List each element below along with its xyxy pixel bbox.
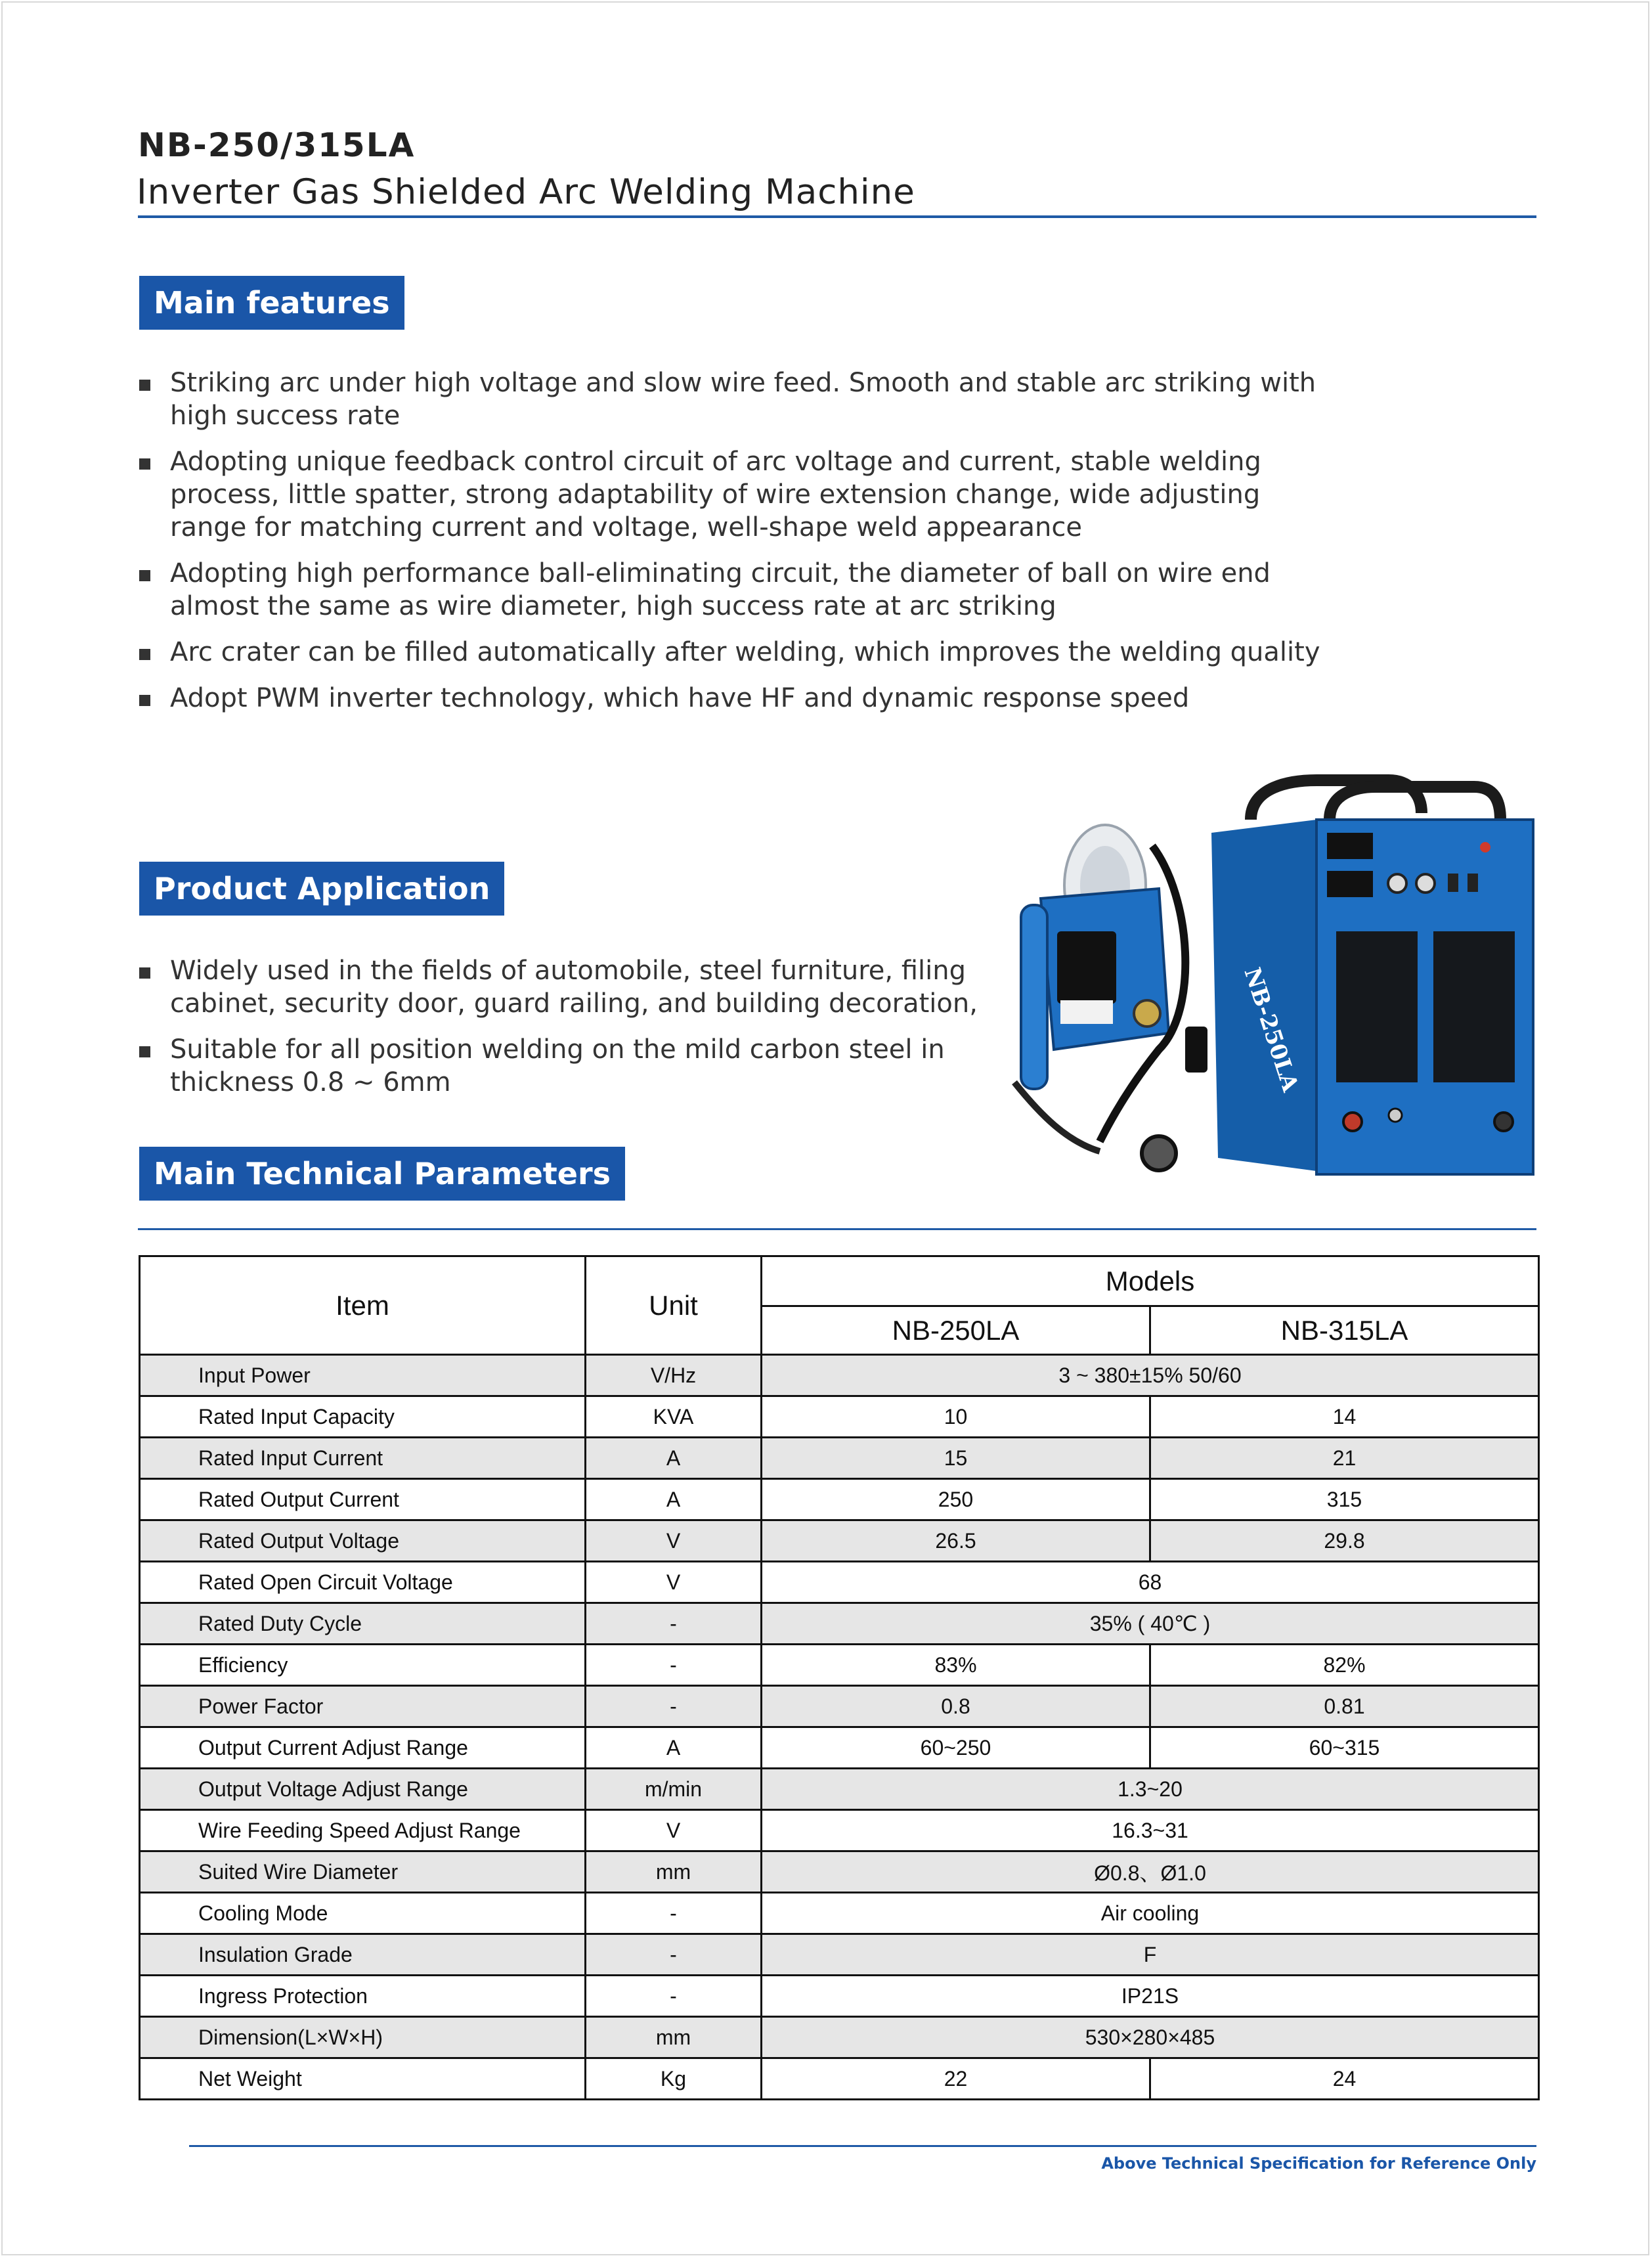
table-row <box>140 1769 1539 1810</box>
parameter-unit-cell: mm <box>586 1851 762 1893</box>
bullet-icon <box>139 458 150 470</box>
parameter-shared-value-cell: 1.3~20 <box>762 1769 1539 1810</box>
table-divider <box>138 1228 1536 1230</box>
parameter-name-cell: Rated Duty Cycle <box>140 1603 586 1645</box>
column-header-unit: Unit <box>586 1256 762 1355</box>
parameter-name-cell: Input Power <box>140 1355 586 1396</box>
table-row <box>140 1934 1539 1976</box>
product-subtitle: Inverter Gas Shielded Arc Welding Machine <box>137 172 915 212</box>
footer-divider <box>189 2145 1536 2147</box>
parameter-unit-cell: m/min <box>586 1769 762 1810</box>
parameter-name-cell: Efficiency <box>140 1645 586 1686</box>
parameter-name-cell: Cooling Mode <box>140 1893 586 1934</box>
table-row <box>140 1810 1539 1851</box>
parameter-name-cell: Insulation Grade <box>140 1934 586 1976</box>
bullet-text: Widely used in the fields of automobile, steel furniture, filing cabinet, security door, guard railing, and building decoration, <box>170 956 978 1019</box>
parameter-value-model-b-cell: 14 <box>1150 1396 1539 1438</box>
feature-item <box>139 445 1334 544</box>
machine-front-label: NB-250LA <box>1238 964 1303 1096</box>
parameter-unit-cell: V <box>586 1520 762 1562</box>
parameter-name-cell: Net Weight <box>140 2058 586 2100</box>
parameter-unit-cell: A <box>586 1438 762 1479</box>
parameter-value-model-b-cell: 21 <box>1150 1438 1539 1479</box>
parameter-name-cell: Suited Wire Diameter <box>140 1851 586 1893</box>
parameter-name-cell: Ingress Protection <box>140 1976 586 2017</box>
parameter-value-model-b-cell: 82% <box>1150 1645 1539 1686</box>
main-features-heading: Main features <box>139 276 404 330</box>
table-row <box>140 1562 1539 1603</box>
parameter-value-model-b-cell: 0.81 <box>1150 1686 1539 1727</box>
parameter-unit-cell: V/Hz <box>586 1355 762 1396</box>
parameter-shared-value-cell: 530×280×485 <box>762 2017 1539 2058</box>
bullet-icon <box>139 695 150 706</box>
parameter-shared-value-cell: 68 <box>762 1562 1539 1603</box>
parameter-unit-cell: A <box>586 1479 762 1520</box>
feature-item <box>139 636 1334 669</box>
feature-item <box>139 557 1334 623</box>
parameter-unit-cell: mm <box>586 2017 762 2058</box>
table-row <box>140 1603 1539 1645</box>
table-row <box>140 1645 1539 1686</box>
parameter-name-cell: Rated Output Voltage <box>140 1520 586 1562</box>
table-row <box>140 2017 1539 2058</box>
technical-parameters-table <box>139 1255 1540 2100</box>
table-row <box>140 1479 1539 1520</box>
parameter-unit-cell: - <box>586 1645 762 1686</box>
application-item <box>139 1033 993 1099</box>
bullet-icon <box>139 649 150 660</box>
parameter-shared-value-cell: 16.3~31 <box>762 1810 1539 1851</box>
parameter-value-model-b-cell: 24 <box>1150 2058 1539 2100</box>
table-row <box>140 1976 1539 2017</box>
table-row <box>140 1396 1539 1438</box>
parameter-unit-cell: - <box>586 1976 762 2017</box>
parameter-value-model-a-cell: 60~250 <box>762 1727 1150 1769</box>
column-header-models: Models <box>762 1256 1539 1306</box>
parameter-name-cell: Dimension(L×W×H) <box>140 2017 586 2058</box>
parameter-shared-value-cell: Air cooling <box>762 1893 1539 1934</box>
welding-machine-photo <box>1001 774 1543 1192</box>
parameter-name-cell: Wire Feeding Speed Adjust Range <box>140 1810 586 1851</box>
bullet-text: Arc crater can be filled automatically after welding, which improves the welding quality <box>170 637 1320 667</box>
parameter-name-cell: Rated Output Current <box>140 1479 586 1520</box>
table-row <box>140 1893 1539 1934</box>
column-header-model-a: NB-250LA <box>762 1306 1150 1355</box>
welder-main-unit <box>1211 780 1533 1174</box>
table-row <box>140 1438 1539 1479</box>
bullet-text: Adopting unique feedback control circuit of arc voltage and current, stable welding process, little spatter, strong adaptability of wire extension change, wide adjusting range for matching current and voltage, well-shape weld appearance <box>170 447 1261 542</box>
wire-feeder <box>1014 825 1207 1170</box>
parameter-unit-cell: - <box>586 1934 762 1976</box>
parameter-name-cell: Rated Input Capacity <box>140 1396 586 1438</box>
parameter-value-model-a-cell: 10 <box>762 1396 1150 1438</box>
parameter-value-model-b-cell: 29.8 <box>1150 1520 1539 1562</box>
table-row <box>140 1520 1539 1562</box>
parameter-value-model-b-cell: 315 <box>1150 1479 1539 1520</box>
bullet-text: Adopting high performance ball-eliminating circuit, the diameter of ball on wire end almost the same as wire diameter, high success rate at arc striking <box>170 558 1271 621</box>
parameter-name-cell: Rated Input Current <box>140 1438 586 1479</box>
parameter-unit-cell: A <box>586 1727 762 1769</box>
features-list <box>139 366 1334 728</box>
table-row <box>140 1355 1539 1396</box>
parameter-value-model-b-cell: 60~315 <box>1150 1727 1539 1769</box>
parameter-shared-value-cell: 3 ~ 380±15% 50/60 <box>762 1355 1539 1396</box>
title-divider <box>138 215 1536 218</box>
parameter-value-model-a-cell: 22 <box>762 2058 1150 2100</box>
parameter-unit-cell: KVA <box>586 1396 762 1438</box>
column-header-model-b: NB-315LA <box>1150 1306 1539 1355</box>
parameter-name-cell: Power Factor <box>140 1686 586 1727</box>
table-row <box>140 1686 1539 1727</box>
parameter-name-cell: Output Current Adjust Range <box>140 1727 586 1769</box>
parameter-value-model-a-cell: 0.8 <box>762 1686 1150 1727</box>
parameter-value-model-a-cell: 250 <box>762 1479 1150 1520</box>
bullet-text: Striking arc under high voltage and slow wire feed. Smooth and stable arc striking with high success rate <box>170 368 1316 431</box>
bullet-icon <box>139 570 150 581</box>
product-model-title: NB-250/315LA <box>138 126 416 164</box>
bullet-text: Suitable for all position welding on the mild carbon steel in thickness 0.8 ~ 6mm <box>170 1034 945 1097</box>
parameter-unit-cell: Kg <box>586 2058 762 2100</box>
parameter-unit-cell: V <box>586 1810 762 1851</box>
parameter-unit-cell: V <box>586 1562 762 1603</box>
parameter-name-cell: Output Voltage Adjust Range <box>140 1769 586 1810</box>
bullet-icon <box>139 1046 150 1057</box>
bullet-icon <box>139 380 150 391</box>
parameter-unit-cell: - <box>586 1603 762 1645</box>
parameter-value-model-a-cell: 26.5 <box>762 1520 1150 1562</box>
bullet-icon <box>139 967 150 979</box>
table-row <box>140 1727 1539 1769</box>
parameter-value-model-a-cell: 15 <box>762 1438 1150 1479</box>
footer-note: Above Technical Specification for Reference Only <box>1101 2154 1536 2173</box>
technical-parameters-heading: Main Technical Parameters <box>139 1147 625 1201</box>
table-row <box>140 1851 1539 1893</box>
application-item <box>139 954 993 1020</box>
application-list <box>139 954 993 1112</box>
bullet-text: Adopt PWM inverter technology, which have HF and dynamic response speed <box>170 683 1190 713</box>
feature-item <box>139 682 1334 715</box>
parameter-shared-value-cell: Ø0.8、Ø1.0 <box>762 1851 1539 1893</box>
parameter-shared-value-cell: F <box>762 1934 1539 1976</box>
parameter-shared-value-cell: 35% ( 40℃ ) <box>762 1603 1539 1645</box>
column-header-item: Item <box>140 1256 586 1355</box>
product-application-heading: Product Application <box>139 862 504 916</box>
parameter-name-cell: Rated Open Circuit Voltage <box>140 1562 586 1603</box>
parameter-shared-value-cell: IP21S <box>762 1976 1539 2017</box>
parameter-unit-cell: - <box>586 1686 762 1727</box>
table-row <box>140 2058 1539 2100</box>
parameter-value-model-a-cell: 83% <box>762 1645 1150 1686</box>
feature-item <box>139 366 1334 432</box>
parameter-unit-cell: - <box>586 1893 762 1934</box>
